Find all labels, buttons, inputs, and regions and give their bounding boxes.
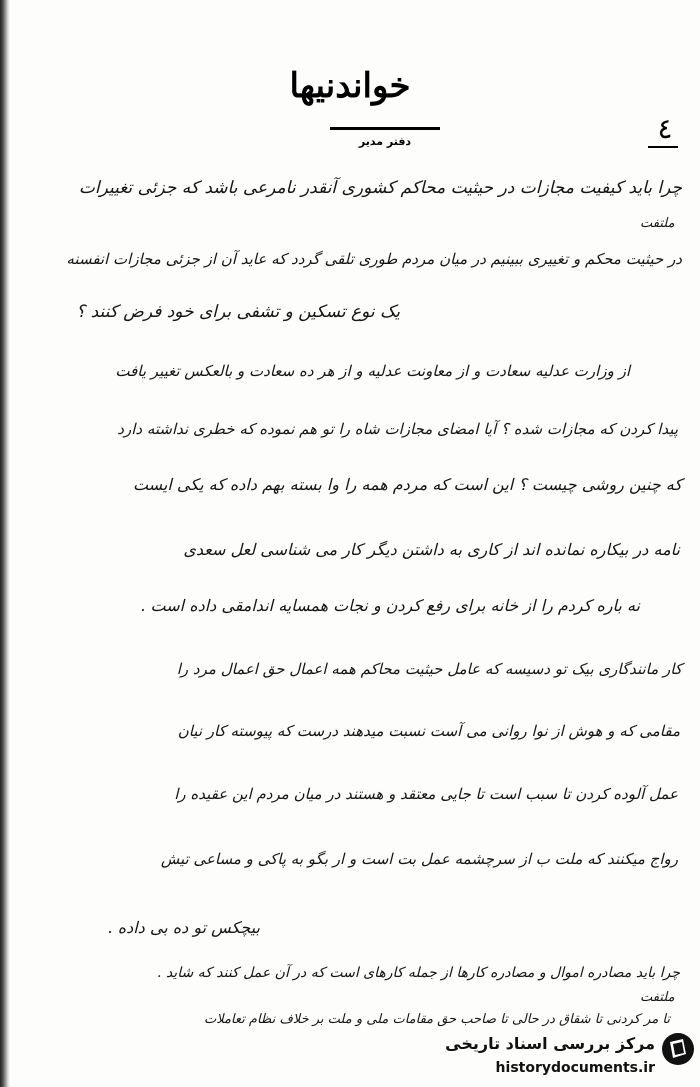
- handwritten-line-1: چرا باید کیفیت مجازات در حیثیت محاکم کشوری آنقدر نامرعی باشد که جزئی تغییرات: [78, 178, 682, 198]
- handwritten-line-13: بیچکس تو ده بی داده .: [107, 918, 260, 937]
- archive-logo-icon: [661, 1032, 695, 1066]
- handwritten-line-9: کار مانندگاری بیک تو دسیسه که عامل حیثیت محاکم همه اعمال حق اعمال مرد را: [176, 660, 682, 678]
- page-number-underline: [648, 146, 678, 148]
- handwritten-line-8: نه باره کردم را از خانه برای رفع کردن و نجات همسایه اندامقی داده است .: [140, 596, 640, 615]
- page-number: ٤: [657, 112, 673, 145]
- handwritten-line-3: یک نوع تسکین و تشفی برای خود فرض کنند ؟: [76, 302, 400, 322]
- document-subtitle: دفتر مدیر: [358, 135, 412, 148]
- title-underline: [330, 127, 440, 130]
- margin-note: ملتفت: [640, 990, 675, 1005]
- margin-note: ملتفت: [640, 216, 675, 231]
- handwritten-line-7: نامه در بیکاره نمانده اند از کاری به داشتن دیگر کار می شناسی لعل سعدی: [183, 540, 680, 559]
- handwritten-line-6: که چنین روشی چیست ؟ این است که مردم همه را وا بسته بهم داده که یکی ایست: [132, 475, 682, 494]
- handwritten-line-10: مقامی که و هوش از نوا روانی می آست نسبت میدهند درست که پیوسته کار نیان: [177, 722, 680, 740]
- handwritten-line-12: رواج میکنند که ملت ب از سرچشمه عمل بت است و ار بگو به پاکی و مساعی تیش: [160, 850, 678, 868]
- handwritten-line-5: پیدا کردن که مجازات شده ؟ آیا امضای مجازات شاه را تو هم نموده که خطری نداشته دارد: [117, 420, 678, 438]
- handwritten-line-11: عمل آلوده کردن تا سبب است تا جایی معتقد و هستند در میان مردم این عقیده را: [174, 785, 678, 803]
- scan-edge: [0, 0, 10, 1087]
- watermark-url: historydocuments.ir: [495, 1060, 655, 1076]
- handwritten-line-2: در حیثیت محکم و تغییری ببینیم در میان مردم طوری تلقی گردد که عاید آن از جزئی مجازات انفسنه: [66, 250, 682, 268]
- watermark: [425, 1030, 695, 1085]
- handwritten-line-14: چرا باید مصادره اموال و مصادره کارها از جمله کارهای است که در آن عمل کنند که شاید .: [157, 965, 680, 981]
- document-title: خواندنیها: [289, 66, 411, 106]
- handwritten-line-15: تا مر کردنی تا شقاق در حالی تا صاحب حق مقامات ملی و ملت بر خلاف نظام تعاملات: [203, 1012, 670, 1027]
- handwritten-line-4: از وزارت عدلیه سعادت و از معاونت عدلیه و از هر ده سعادت و بالعکس تغییر یافت: [115, 362, 630, 380]
- watermark-title: مرکز بررسی اسناد تاریخی: [445, 1034, 655, 1053]
